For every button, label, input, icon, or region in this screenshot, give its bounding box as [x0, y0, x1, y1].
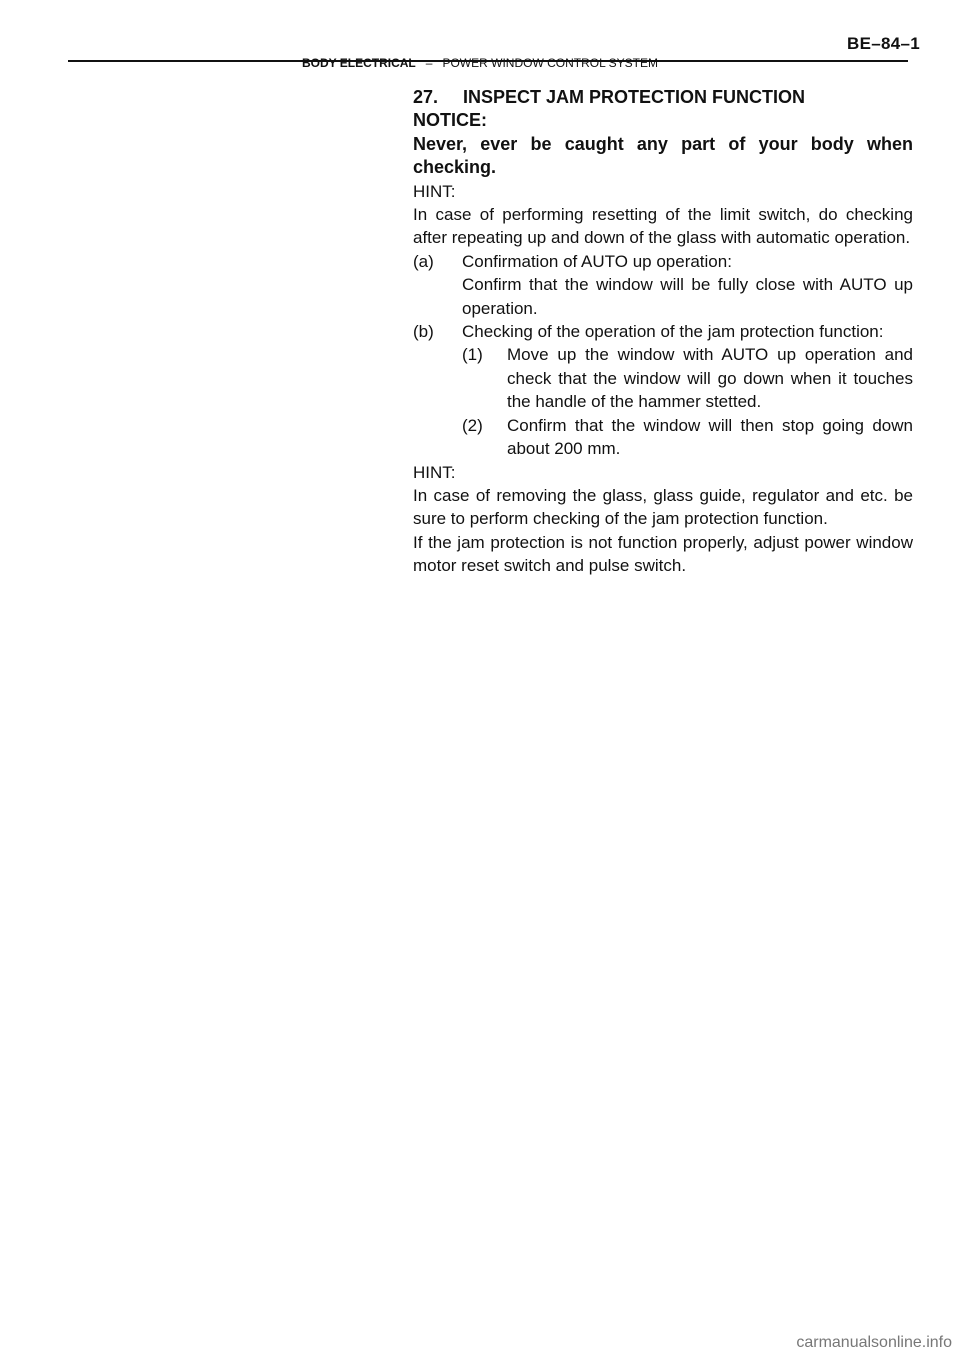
step-title: INSPECT JAM PROTECTION FUNCTION [463, 87, 806, 107]
list-title-a: Confirmation of AUTO up operation: [462, 251, 732, 271]
hint-label: HINT: [413, 462, 456, 482]
site-watermark: carmanualsonline.info [796, 1334, 952, 1351]
hint-label: HINT: [413, 181, 456, 201]
step-heading [413, 86, 913, 109]
notice-label: NOTICE: [413, 110, 487, 131]
document-body [413, 86, 913, 578]
subsection-title: POWER WINDOW CONTROL SYSTEM [442, 56, 659, 70]
step-number: 27. [413, 87, 439, 107]
sub-text-2: Confirm that the window will then stop going down about 200 mm. [507, 415, 913, 459]
header-separator: – [425, 56, 433, 70]
notice-text: Never, ever be caught any part of your body when checking. [413, 133, 913, 178]
list-item-a [413, 250, 913, 273]
page-code: BE–84–1 [847, 34, 920, 53]
sub-item-1 [413, 343, 913, 413]
sub-label-2: (2) [462, 415, 483, 435]
section-title: BODY ELECTRICAL [301, 56, 416, 70]
list-label-a: (a) [413, 251, 434, 271]
hint-text: In case of removing the glass, glass guide, regulator and etc. be sure to perform checking of the jam protection function. [413, 485, 913, 529]
list-label-b: (b) [413, 322, 434, 342]
list-text-a: Confirm that the window will be fully close with AUTO up operation. [462, 275, 913, 318]
page-header [0, 56, 960, 70]
sub-label-1: (1) [462, 345, 483, 365]
sub-item-2 [413, 414, 913, 461]
hint-text: If the jam protection is not function properly, adjust power window motor reset switch and pulse switch. [413, 532, 913, 576]
hint-text: In case of performing resetting of the limit switch, do checking after repeating up and down of the glass with automatic operation. [413, 205, 913, 248]
list-item-b [413, 320, 913, 343]
sub-text-1: Move up the window with AUTO up operation and check that the window will go down when it touches the handle of the hammer stetted. [507, 345, 913, 412]
list-title-b: Checking of the operation of the jam protection function: [462, 322, 884, 342]
